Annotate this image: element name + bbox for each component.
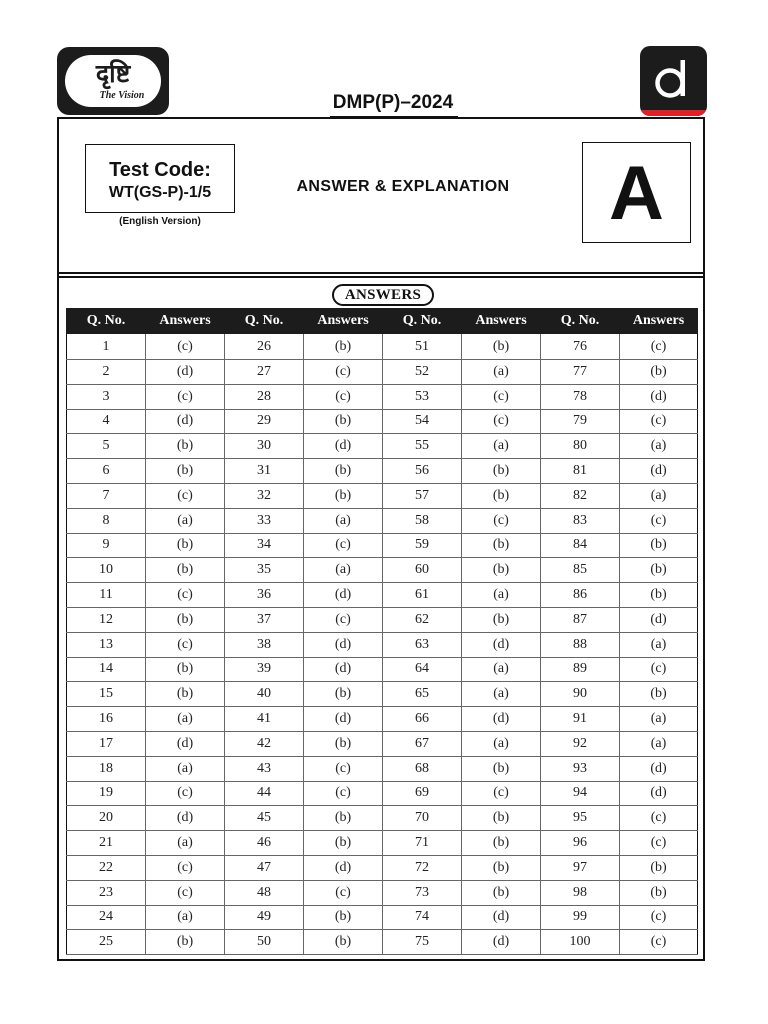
answer-cell: (a) (462, 731, 541, 756)
answer-cell: (b) (462, 756, 541, 781)
question-number-cell: 65 (383, 682, 462, 707)
question-number-cell: 54 (383, 409, 462, 434)
question-number-cell: 78 (541, 384, 620, 409)
table-row (67, 682, 698, 707)
question-number-cell: 21 (67, 831, 146, 856)
table-row (67, 607, 698, 632)
table-row (67, 657, 698, 682)
answer-cell: (d) (462, 905, 541, 930)
question-number-cell: 68 (383, 756, 462, 781)
answer-cell: (b) (146, 607, 225, 632)
document-code: DMP(P)–2024 (332, 92, 454, 113)
table-row (67, 459, 698, 484)
answer-cell: (c) (620, 905, 698, 930)
question-number-cell: 91 (541, 707, 620, 732)
table-row (67, 334, 698, 360)
question-number-cell: 66 (383, 707, 462, 732)
answer-cell: (a) (620, 731, 698, 756)
question-number-cell: 26 (225, 334, 304, 360)
answer-cell: (b) (462, 855, 541, 880)
answer-cell: (c) (462, 384, 541, 409)
answer-cell: (b) (304, 831, 383, 856)
table-row (67, 756, 698, 781)
answer-cell: (a) (146, 508, 225, 533)
question-number-cell: 51 (383, 334, 462, 360)
test-code-box (85, 144, 235, 213)
answer-cell: (a) (620, 483, 698, 508)
question-number-cell: 99 (541, 905, 620, 930)
answer-cell: (d) (146, 806, 225, 831)
logo-hindi-text: दृष्टि (95, 59, 131, 88)
answer-cell: (a) (146, 707, 225, 732)
answer-cell: (a) (620, 632, 698, 657)
question-number-cell: 94 (541, 781, 620, 806)
column-header-qno: Q. No. (67, 309, 146, 334)
table-row (67, 360, 698, 385)
question-number-cell: 35 (225, 558, 304, 583)
question-number-cell: 63 (383, 632, 462, 657)
question-number-cell: 69 (383, 781, 462, 806)
drishti-d-icon (640, 46, 707, 116)
test-code-value: WT(GS-P)-1/5 (108, 184, 212, 201)
table-row (67, 707, 698, 732)
question-number-cell: 96 (541, 831, 620, 856)
answer-cell: (a) (146, 831, 225, 856)
question-number-cell: 60 (383, 558, 462, 583)
question-number-cell: 27 (225, 360, 304, 385)
question-number-cell: 28 (225, 384, 304, 409)
question-number-cell: 61 (383, 583, 462, 608)
answer-cell: (c) (146, 632, 225, 657)
answer-cell: (c) (304, 384, 383, 409)
question-number-cell: 82 (541, 483, 620, 508)
answer-cell: (a) (462, 434, 541, 459)
table-row (67, 384, 698, 409)
table-row (67, 806, 698, 831)
question-number-cell: 2 (67, 360, 146, 385)
logo-oval (65, 55, 161, 107)
question-number-cell: 90 (541, 682, 620, 707)
answer-cell: (b) (620, 558, 698, 583)
table-row (67, 855, 698, 880)
answer-cell: (a) (462, 360, 541, 385)
answer-cell: (b) (304, 459, 383, 484)
answer-cell: (a) (620, 434, 698, 459)
question-number-cell: 11 (67, 583, 146, 608)
question-number-cell: 5 (67, 434, 146, 459)
question-number-cell: 48 (225, 880, 304, 905)
answer-cell: (c) (620, 831, 698, 856)
answer-cell: (b) (462, 806, 541, 831)
question-number-cell: 36 (225, 583, 304, 608)
answer-cell: (d) (304, 583, 383, 608)
answer-cell: (b) (146, 434, 225, 459)
table-row (67, 508, 698, 533)
answer-cell: (c) (146, 384, 225, 409)
column-header-qno: Q. No. (225, 309, 304, 334)
answer-cell: (b) (462, 533, 541, 558)
question-number-cell: 67 (383, 731, 462, 756)
answer-cell: (b) (146, 459, 225, 484)
answer-cell: (c) (146, 483, 225, 508)
question-number-cell: 47 (225, 855, 304, 880)
answer-cell: (b) (462, 483, 541, 508)
column-header-answers: Answers (462, 309, 541, 334)
table-row (67, 905, 698, 930)
question-number-cell: 55 (383, 434, 462, 459)
table-row (67, 583, 698, 608)
answer-cell: (b) (146, 930, 225, 955)
question-number-cell: 53 (383, 384, 462, 409)
question-number-cell: 64 (383, 657, 462, 682)
answer-cell: (a) (620, 707, 698, 732)
answer-cell: (a) (304, 558, 383, 583)
question-number-cell: 98 (541, 880, 620, 905)
answer-cell: (b) (146, 682, 225, 707)
question-number-cell: 12 (67, 607, 146, 632)
question-number-cell: 45 (225, 806, 304, 831)
question-number-cell: 72 (383, 855, 462, 880)
question-number-cell: 49 (225, 905, 304, 930)
answer-cell: (b) (304, 930, 383, 955)
question-number-cell: 4 (67, 409, 146, 434)
answer-cell: (c) (146, 880, 225, 905)
answer-cell: (a) (146, 756, 225, 781)
answer-cell: (b) (146, 558, 225, 583)
question-number-cell: 86 (541, 583, 620, 608)
question-number-cell: 88 (541, 632, 620, 657)
answer-cell: (a) (462, 657, 541, 682)
answer-cell: (c) (620, 657, 698, 682)
answer-cell: (b) (620, 583, 698, 608)
question-number-cell: 43 (225, 756, 304, 781)
question-number-cell: 39 (225, 657, 304, 682)
answer-cell: (b) (304, 731, 383, 756)
question-number-cell: 8 (67, 508, 146, 533)
drishti-logo (57, 47, 169, 115)
question-number-cell: 75 (383, 930, 462, 955)
table-row (67, 533, 698, 558)
header-separator (57, 272, 705, 278)
question-number-cell: 10 (67, 558, 146, 583)
answer-cell: (c) (462, 508, 541, 533)
answer-cell: (d) (462, 707, 541, 732)
question-number-cell: 20 (67, 806, 146, 831)
logo-tagline: The Vision (99, 90, 145, 101)
answer-cell: (c) (146, 583, 225, 608)
column-header-answers: Answers (304, 309, 383, 334)
answer-cell: (c) (620, 508, 698, 533)
answer-cell: (b) (146, 533, 225, 558)
question-number-cell: 24 (67, 905, 146, 930)
question-number-cell: 3 (67, 384, 146, 409)
table-row (67, 781, 698, 806)
question-number-cell: 1 (67, 334, 146, 360)
answer-cell: (a) (462, 682, 541, 707)
answer-cell: (a) (304, 508, 383, 533)
answer-cell: (a) (146, 905, 225, 930)
answer-cell: (d) (304, 707, 383, 732)
page-title: ANSWER & EXPLANATION (296, 178, 510, 195)
question-number-cell: 25 (67, 930, 146, 955)
answer-cell: (b) (620, 533, 698, 558)
answer-cell: (d) (620, 756, 698, 781)
answer-cell: (b) (462, 558, 541, 583)
question-number-cell: 57 (383, 483, 462, 508)
question-number-cell: 42 (225, 731, 304, 756)
answer-cell: (d) (620, 607, 698, 632)
question-number-cell: 73 (383, 880, 462, 905)
logo-red-bar (640, 110, 707, 116)
answer-cell: (c) (462, 781, 541, 806)
answer-cell: (d) (462, 632, 541, 657)
question-number-cell: 71 (383, 831, 462, 856)
question-number-cell: 16 (67, 707, 146, 732)
question-number-cell: 34 (225, 533, 304, 558)
table-row (67, 409, 698, 434)
question-number-cell: 83 (541, 508, 620, 533)
answer-cell: (b) (462, 831, 541, 856)
answer-cell: (d) (304, 657, 383, 682)
answer-cell: (b) (620, 682, 698, 707)
table-row (67, 930, 698, 955)
question-number-cell: 19 (67, 781, 146, 806)
table-row (67, 731, 698, 756)
answer-cell: (c) (146, 781, 225, 806)
question-number-cell: 30 (225, 434, 304, 459)
question-number-cell: 87 (541, 607, 620, 632)
question-number-cell: 41 (225, 707, 304, 732)
question-number-cell: 92 (541, 731, 620, 756)
test-code-label: Test Code: (109, 159, 211, 181)
question-number-cell: 85 (541, 558, 620, 583)
question-number-cell: 23 (67, 880, 146, 905)
answer-cell: (c) (620, 806, 698, 831)
question-number-cell: 13 (67, 632, 146, 657)
question-number-cell: 14 (67, 657, 146, 682)
answer-cell: (d) (304, 632, 383, 657)
question-number-cell: 52 (383, 360, 462, 385)
answer-cell: (d) (620, 459, 698, 484)
question-number-cell: 97 (541, 855, 620, 880)
answer-cell: (d) (146, 731, 225, 756)
question-number-cell: 77 (541, 360, 620, 385)
answer-cell: (b) (462, 607, 541, 632)
question-number-cell: 95 (541, 806, 620, 831)
question-number-cell: 6 (67, 459, 146, 484)
answers-title: ANSWERS (332, 284, 434, 306)
question-number-cell: 17 (67, 731, 146, 756)
question-number-cell: 7 (67, 483, 146, 508)
answer-cell: (c) (304, 756, 383, 781)
table-row (67, 434, 698, 459)
answer-cell: (b) (620, 855, 698, 880)
answer-cell: (b) (620, 360, 698, 385)
answer-cell: (c) (304, 781, 383, 806)
table-row (67, 483, 698, 508)
question-number-cell: 31 (225, 459, 304, 484)
answer-cell: (c) (620, 334, 698, 360)
question-number-cell: 89 (541, 657, 620, 682)
column-header-qno: Q. No. (383, 309, 462, 334)
answer-cell: (a) (462, 583, 541, 608)
table-header-row (67, 309, 698, 334)
answer-cell: (b) (304, 806, 383, 831)
answer-cell: (d) (620, 781, 698, 806)
question-number-cell: 15 (67, 682, 146, 707)
answer-cell: (c) (304, 607, 383, 632)
answer-cell: (b) (146, 657, 225, 682)
question-number-cell: 40 (225, 682, 304, 707)
table-row (67, 831, 698, 856)
question-number-cell: 56 (383, 459, 462, 484)
answer-cell: (c) (304, 533, 383, 558)
column-header-answers: Answers (620, 309, 698, 334)
version-label: (English Version) (119, 216, 201, 227)
answer-cell: (c) (304, 880, 383, 905)
answer-cell: (c) (462, 409, 541, 434)
answer-cell: (b) (304, 682, 383, 707)
answer-cell: (b) (462, 880, 541, 905)
question-number-cell: 79 (541, 409, 620, 434)
question-number-cell: 50 (225, 930, 304, 955)
question-number-cell: 37 (225, 607, 304, 632)
answer-cell: (b) (304, 334, 383, 360)
question-number-cell: 93 (541, 756, 620, 781)
question-number-cell: 44 (225, 781, 304, 806)
answer-cell: (d) (620, 384, 698, 409)
question-number-cell: 62 (383, 607, 462, 632)
table-row (67, 880, 698, 905)
answer-cell: (c) (146, 334, 225, 360)
column-header-qno: Q. No. (541, 309, 620, 334)
answer-key-table (66, 308, 698, 955)
question-number-cell: 81 (541, 459, 620, 484)
answer-cell: (b) (304, 905, 383, 930)
question-number-cell: 46 (225, 831, 304, 856)
question-number-cell: 9 (67, 533, 146, 558)
question-number-cell: 58 (383, 508, 462, 533)
column-header-answers: Answers (146, 309, 225, 334)
answer-cell: (c) (620, 409, 698, 434)
answer-cell: (d) (304, 855, 383, 880)
question-number-cell: 84 (541, 533, 620, 558)
question-number-cell: 76 (541, 334, 620, 360)
question-number-cell: 70 (383, 806, 462, 831)
question-number-cell: 59 (383, 533, 462, 558)
answer-cell: (d) (146, 409, 225, 434)
question-number-cell: 32 (225, 483, 304, 508)
answer-cell: (d) (146, 360, 225, 385)
table-row (67, 558, 698, 583)
answer-cell: (c) (304, 360, 383, 385)
question-number-cell: 100 (541, 930, 620, 955)
question-number-cell: 74 (383, 905, 462, 930)
answer-cell: (c) (620, 930, 698, 955)
series-letter: A (582, 142, 691, 243)
question-number-cell: 33 (225, 508, 304, 533)
answer-cell: (b) (620, 880, 698, 905)
question-number-cell: 80 (541, 434, 620, 459)
question-number-cell: 29 (225, 409, 304, 434)
table-row (67, 632, 698, 657)
question-number-cell: 38 (225, 632, 304, 657)
question-number-cell: 22 (67, 855, 146, 880)
answer-cell: (d) (304, 434, 383, 459)
answer-cell: (b) (304, 409, 383, 434)
question-number-cell: 18 (67, 756, 146, 781)
answer-cell: (b) (462, 459, 541, 484)
answer-cell: (b) (304, 483, 383, 508)
answer-cell: (c) (146, 855, 225, 880)
answer-cell: (b) (462, 334, 541, 360)
answer-cell: (d) (462, 930, 541, 955)
